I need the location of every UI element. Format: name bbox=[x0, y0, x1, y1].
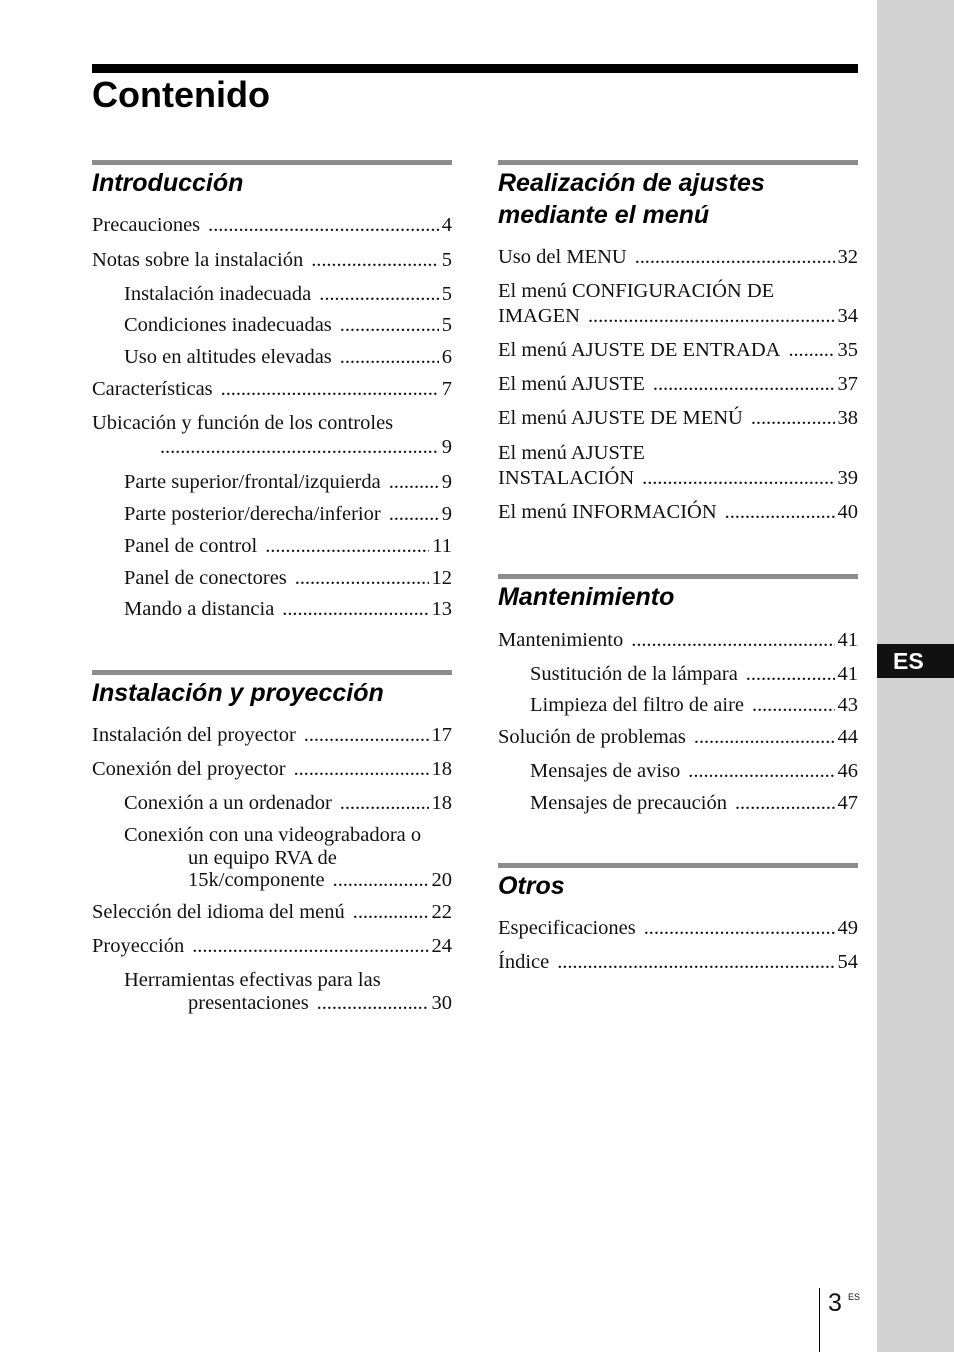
dot-leader bbox=[725, 501, 835, 523]
toc-entry-label: Solución de problemas bbox=[498, 726, 686, 748]
toc-entry-label: IMAGEN bbox=[498, 305, 580, 327]
toc-entry-page: 38 bbox=[837, 407, 858, 429]
toc-entry-label: Sustitución de la lámpara bbox=[530, 663, 738, 685]
toc-subentry[interactable] bbox=[124, 471, 452, 493]
dot-leader bbox=[333, 869, 429, 891]
toc-subentry[interactable] bbox=[188, 992, 452, 1014]
toc-entry-label: Instalación inadecuada bbox=[124, 283, 312, 305]
toc-entry-page: 17 bbox=[431, 724, 452, 746]
toc-entry-label: Parte posterior/derecha/inferior bbox=[124, 503, 381, 525]
toc-entry-label: Uso del MENU bbox=[498, 246, 627, 268]
toc-subentry[interactable] bbox=[124, 535, 452, 557]
toc-entry-page: 18 bbox=[431, 792, 452, 814]
toc-subentry[interactable] bbox=[124, 792, 452, 814]
dot-leader bbox=[311, 249, 439, 271]
toc-entry-page: 18 bbox=[431, 758, 452, 780]
toc-entry-label: Índice bbox=[498, 951, 550, 973]
dot-leader bbox=[735, 792, 835, 814]
toc-subentry[interactable] bbox=[530, 760, 858, 782]
toc-subentry[interactable] bbox=[124, 567, 452, 589]
toc-entry[interactable] bbox=[498, 373, 858, 395]
toc-entry-page: 40 bbox=[837, 501, 858, 523]
toc-entry-label[interactable]: Ubicación y función de los controles bbox=[92, 412, 394, 434]
toc-entry-label-line[interactable]: El menú CONFIGURACIÓN DE bbox=[498, 280, 775, 302]
section-title bbox=[498, 165, 858, 231]
toc-entry-page: 6 bbox=[441, 346, 452, 368]
dot-leader bbox=[653, 373, 835, 395]
toc-entry-page: 39 bbox=[837, 467, 858, 489]
toc-entry-page: 43 bbox=[837, 694, 858, 716]
toc-entry-page: 7 bbox=[441, 378, 452, 400]
toc-entry-page: 4 bbox=[441, 214, 452, 236]
toc-subentry[interactable] bbox=[124, 503, 452, 525]
toc-entry-page: 9 bbox=[441, 436, 452, 458]
dot-leader bbox=[221, 378, 439, 400]
toc-entry-label: Especificaciones bbox=[498, 917, 636, 939]
toc-entry-label: Uso en altitudes elevadas bbox=[124, 346, 332, 368]
toc-entry-page: 24 bbox=[431, 935, 452, 957]
toc-entry-page: 41 bbox=[837, 629, 858, 651]
toc-entry-page: 5 bbox=[441, 283, 452, 305]
dot-leader bbox=[340, 792, 429, 814]
section-title-line: mediante el menú bbox=[498, 201, 710, 229]
page-language-suffix: ES bbox=[848, 1292, 861, 1302]
page-title: Contenido bbox=[92, 74, 270, 115]
toc-entry-label: Conexión a un ordenador bbox=[124, 792, 332, 814]
dot-leader bbox=[389, 503, 439, 525]
toc-entry-page: 5 bbox=[441, 249, 452, 271]
toc-entry[interactable] bbox=[498, 629, 858, 651]
toc-subentry[interactable] bbox=[530, 663, 858, 685]
toc-entry-page: 37 bbox=[837, 373, 858, 395]
toc-entry-page: 44 bbox=[837, 726, 858, 748]
toc-subentry[interactable] bbox=[530, 792, 858, 814]
toc-entry[interactable] bbox=[498, 726, 858, 748]
section-title: Mantenimiento bbox=[498, 583, 675, 611]
section-mantenimiento bbox=[498, 574, 858, 613]
toc-entry[interactable] bbox=[498, 467, 858, 489]
toc-entry-label: Limpieza del filtro de aire bbox=[530, 694, 745, 716]
dot-leader bbox=[751, 407, 835, 429]
toc-entry-label: Panel de control bbox=[124, 535, 258, 557]
toc-entry-label-line[interactable]: El menú AJUSTE bbox=[498, 442, 645, 464]
dot-leader bbox=[160, 436, 439, 458]
toc-entry-page: 49 bbox=[837, 917, 858, 939]
toc-entry[interactable] bbox=[92, 758, 452, 780]
section-title: Introducción bbox=[92, 169, 244, 197]
toc-entry-page: 20 bbox=[431, 869, 452, 891]
toc-entry-label: Selección del idioma del menú bbox=[92, 901, 345, 923]
toc-subentry[interactable] bbox=[124, 598, 452, 620]
dot-leader bbox=[295, 567, 429, 589]
toc-entry-page: 12 bbox=[431, 567, 452, 589]
toc-entry-page: 54 bbox=[837, 951, 858, 973]
toc-entry-label: Panel de conectores bbox=[124, 567, 287, 589]
toc-entry[interactable] bbox=[92, 378, 452, 400]
toc-entry-label: Características bbox=[92, 378, 213, 400]
toc-entry-label: 15k/componente bbox=[188, 869, 325, 891]
toc-entry[interactable] bbox=[92, 214, 452, 236]
dot-leader bbox=[588, 305, 835, 327]
toc-entry-label: Notas sobre la instalación bbox=[92, 249, 304, 271]
toc-entry-page: 22 bbox=[431, 901, 452, 923]
toc-entry[interactable] bbox=[498, 951, 858, 973]
dot-leader bbox=[389, 471, 439, 493]
toc-subentry[interactable] bbox=[530, 694, 858, 716]
toc-entry-label-line[interactable]: un equipo RVA de bbox=[188, 847, 337, 869]
dot-leader bbox=[688, 760, 834, 782]
dot-leader bbox=[746, 663, 835, 685]
toc-subentry[interactable] bbox=[124, 283, 452, 305]
toc-entry-page: 46 bbox=[837, 760, 858, 782]
toc-entry-label-line[interactable]: Conexión con una videograbadora o bbox=[124, 824, 422, 846]
section-menu bbox=[498, 160, 858, 231]
toc-entry-label: Conexión del proyector bbox=[92, 758, 286, 780]
toc-entry-label: Proyección bbox=[92, 935, 185, 957]
toc-entry-label: Mantenimiento bbox=[498, 629, 624, 651]
dot-leader bbox=[304, 724, 429, 746]
dot-leader bbox=[192, 935, 428, 957]
dot-leader bbox=[788, 339, 834, 361]
toc-entry-page: 9 bbox=[441, 471, 452, 493]
section-introduccion bbox=[92, 160, 452, 199]
toc-subentry[interactable] bbox=[124, 346, 452, 368]
toc-entry[interactable] bbox=[498, 339, 858, 361]
toc-entry-label: Mensajes de aviso bbox=[530, 760, 681, 782]
dot-leader bbox=[644, 917, 835, 939]
toc-entry-page: 32 bbox=[837, 246, 858, 268]
toc-subentry[interactable] bbox=[188, 869, 452, 891]
toc-entry-label: Instalación del proyector bbox=[92, 724, 296, 746]
dot-leader bbox=[265, 535, 429, 557]
section-instalacion bbox=[92, 670, 452, 709]
toc-entry[interactable] bbox=[160, 436, 452, 458]
toc-entry[interactable] bbox=[498, 246, 858, 268]
dot-leader bbox=[694, 726, 835, 748]
page-number-rule bbox=[819, 1288, 820, 1352]
toc-entry[interactable] bbox=[498, 917, 858, 939]
toc-entry[interactable] bbox=[498, 501, 858, 523]
dot-leader bbox=[557, 951, 834, 973]
toc-entry[interactable] bbox=[498, 305, 858, 327]
section-otros bbox=[498, 863, 858, 902]
dot-leader bbox=[752, 694, 834, 716]
toc-entry-label: Parte superior/frontal/izquierda bbox=[124, 471, 381, 493]
toc-entry[interactable] bbox=[92, 935, 452, 957]
dot-leader bbox=[317, 992, 429, 1014]
section-title: Otros bbox=[498, 872, 565, 900]
toc-entry-page: 5 bbox=[441, 314, 452, 336]
toc-entry-label: presentaciones bbox=[188, 992, 309, 1014]
toc-entry-label-line[interactable]: Herramientas efectivas para las bbox=[124, 969, 381, 991]
toc-entry-page: 35 bbox=[837, 339, 858, 361]
dot-leader bbox=[340, 346, 439, 368]
toc-entry[interactable] bbox=[498, 407, 858, 429]
dot-leader bbox=[282, 598, 428, 620]
title-rule bbox=[92, 64, 858, 73]
toc-entry-label: INSTALACIÓN bbox=[498, 467, 635, 489]
dot-leader bbox=[208, 214, 439, 236]
toc-entry-label: El menú AJUSTE DE MENÚ bbox=[498, 407, 743, 429]
toc-entry-label: El menú AJUSTE bbox=[498, 373, 645, 395]
toc-entry-page: 47 bbox=[837, 792, 858, 814]
language-tab: ES bbox=[877, 644, 954, 678]
toc-entry-page: 34 bbox=[837, 305, 858, 327]
toc-entry-label: El menú INFORMACIÓN bbox=[498, 501, 717, 523]
toc-entry[interactable] bbox=[92, 724, 452, 746]
dot-leader bbox=[340, 314, 439, 336]
toc-entry-label: Mando a distancia bbox=[124, 598, 275, 620]
toc-entry-page: 11 bbox=[432, 535, 452, 557]
dot-leader bbox=[642, 467, 834, 489]
toc-entry-label: Condiciones inadecuadas bbox=[124, 314, 332, 336]
dot-leader bbox=[294, 758, 429, 780]
toc-entry[interactable] bbox=[92, 901, 452, 923]
section-title: Instalación y proyección bbox=[92, 679, 384, 707]
toc-entry[interactable] bbox=[92, 249, 452, 271]
page-number: 3 bbox=[828, 1289, 842, 1317]
toc-entry-page: 9 bbox=[441, 503, 452, 525]
toc-entry-page: 41 bbox=[837, 663, 858, 685]
toc-entry-label: Precauciones bbox=[92, 214, 201, 236]
dot-leader bbox=[631, 629, 834, 651]
toc-entry-label: Mensajes de precaución bbox=[530, 792, 727, 814]
section-title-line: Realización de ajustes bbox=[498, 169, 765, 197]
toc-entry-page: 30 bbox=[431, 992, 452, 1014]
dot-leader bbox=[319, 283, 438, 305]
toc-subentry[interactable] bbox=[124, 314, 452, 336]
toc-entry-page: 13 bbox=[431, 598, 452, 620]
dot-leader bbox=[635, 246, 835, 268]
toc-entry-label: El menú AJUSTE DE ENTRADA bbox=[498, 339, 781, 361]
dot-leader bbox=[353, 901, 429, 923]
